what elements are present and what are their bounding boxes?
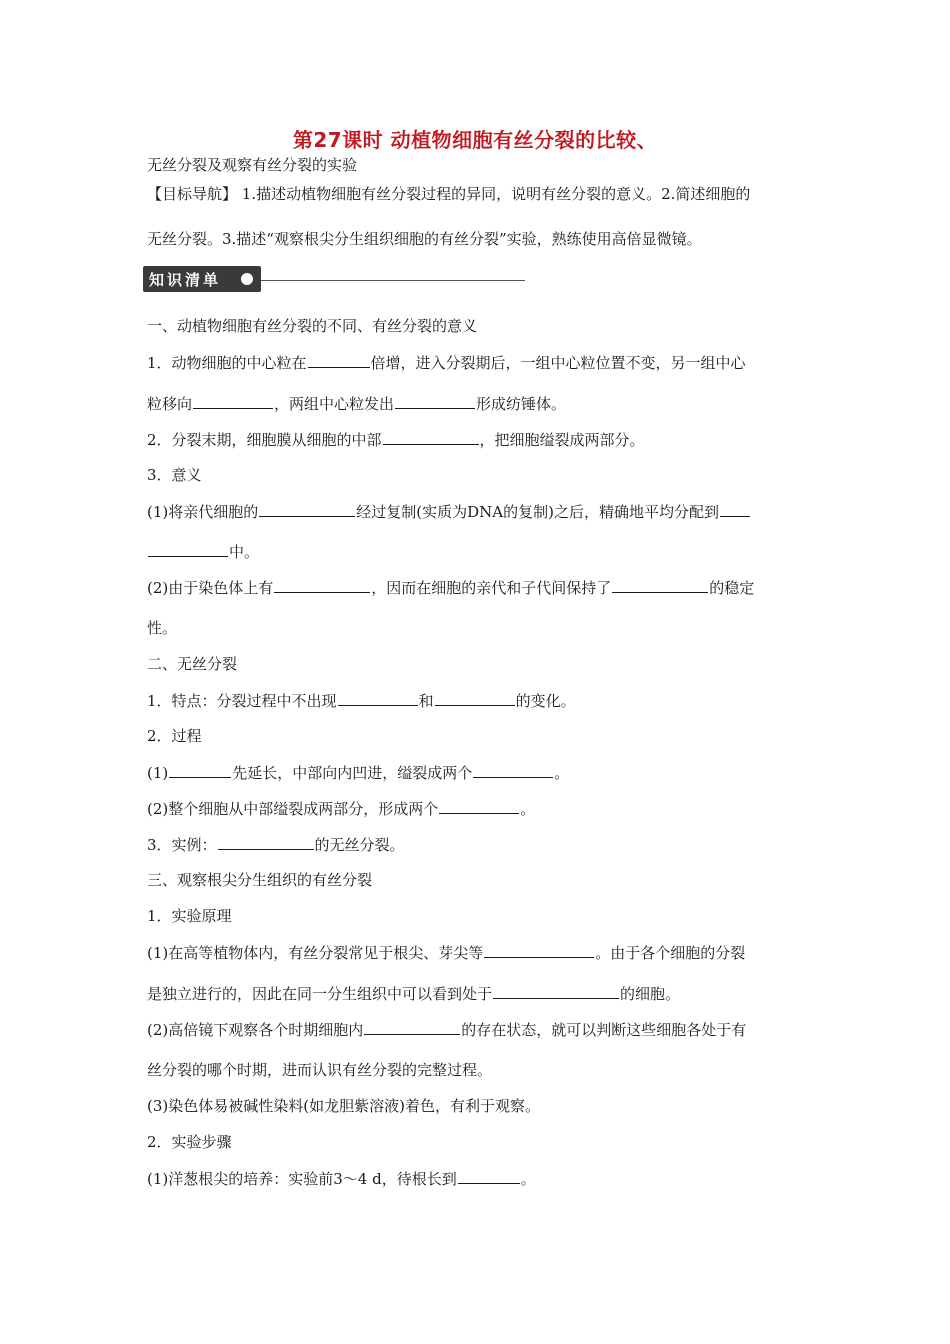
banner-label: 知识清单 <box>149 271 222 289</box>
answer-blank[interactable] <box>612 577 708 593</box>
answer-blank[interactable] <box>193 393 273 409</box>
answer-blank[interactable] <box>720 501 750 517</box>
text: 倍增，进入分裂期后，一组中心粒位置不变，另一组中心 <box>370 354 746 372</box>
section-heading-2: 二、无丝分裂 <box>147 655 238 673</box>
text: 先延长，中部向内凹进，缢裂成两个 <box>232 764 473 782</box>
answer-blank[interactable] <box>473 762 553 778</box>
item-1-3-2-cont: 性。 <box>147 619 178 637</box>
text: (2)整个细胞从中部缢裂成两部分，形成两个 <box>147 800 439 818</box>
answer-blank[interactable] <box>148 541 228 557</box>
section-banner <box>143 266 525 292</box>
goal-line-2: 无丝分裂。3.描述“观察根尖分生组织细胞的有丝分裂”实验，熟练使用高倍显微镜。 <box>147 230 702 248</box>
text: 粒移向 <box>147 395 193 413</box>
section-heading-3: 三、观察根尖分生组织的有丝分裂 <box>147 871 373 889</box>
answer-blank[interactable] <box>383 429 479 445</box>
item-3-1-3: (3)染色体易被碱性染料(如龙胆紫溶液)着色，有利于观察。 <box>147 1097 540 1115</box>
answer-blank[interactable] <box>484 942 594 958</box>
text: 中。 <box>229 543 260 561</box>
answer-blank[interactable] <box>338 690 418 706</box>
text: 3．实例： <box>147 836 217 854</box>
text: 的稳定 <box>709 579 755 597</box>
item-3-1-1-cont <box>147 983 680 1004</box>
goal-text-1: 1.描述动植物细胞有丝分裂过程的异同，说明有丝分裂的意义。2.简述细胞的 <box>237 185 751 203</box>
text: (1) <box>147 764 169 782</box>
text: 经过复制(实质为DNA的复制)之后，精确地平均分配到 <box>356 503 719 521</box>
text: 和 <box>418 692 434 710</box>
text: 2．分裂末期，细胞膜从细胞的中部 <box>147 431 382 449</box>
answer-blank[interactable] <box>218 834 314 850</box>
bullet-dot-icon <box>241 273 253 285</box>
answer-blank[interactable] <box>308 352 370 368</box>
text: 的无丝分裂。 <box>314 836 405 854</box>
text: 1．动物细胞的中心粒在 <box>147 354 307 372</box>
text: (1)洋葱根尖的培养：实验前3～4 d，待根长到 <box>147 1170 457 1188</box>
text: 。 <box>520 1170 536 1188</box>
text: 。由于各个细胞的分裂 <box>595 944 746 962</box>
goal-line-1 <box>147 184 750 204</box>
item-3-1-1 <box>147 942 745 963</box>
answer-blank[interactable] <box>439 798 519 814</box>
item-1-3: 3．意义 <box>147 466 202 484</box>
text: 是独立进行的，因此在同一分生组织中可以看到处于 <box>147 985 493 1003</box>
text: (1)在高等植物体内，有丝分裂常见于根尖、芽尖等 <box>147 944 484 962</box>
answer-blank[interactable] <box>493 983 619 999</box>
answer-blank[interactable] <box>259 501 355 517</box>
text: 1．特点：分裂过程中不出现 <box>147 692 337 710</box>
answer-blank[interactable] <box>169 762 231 778</box>
answer-blank[interactable] <box>435 690 515 706</box>
answer-blank[interactable] <box>364 1019 460 1035</box>
item-3-2-1 <box>147 1168 536 1189</box>
section-heading-1: 一、动植物细胞有丝分裂的不同、有丝分裂的意义 <box>147 317 478 335</box>
text: 。 <box>520 800 536 818</box>
text: (2)高倍镜下观察各个时期细胞内 <box>147 1021 364 1039</box>
text: 的存在状态，就可以判断这些细胞各处于有 <box>461 1021 747 1039</box>
item-1-3-1-cont <box>147 541 259 562</box>
item-1-3-1 <box>147 501 751 522</box>
text: 的细胞。 <box>620 985 681 1003</box>
item-2-2-2 <box>147 798 535 819</box>
item-3-1: 1．实验原理 <box>147 907 232 925</box>
answer-blank[interactable] <box>274 577 370 593</box>
item-3-1-2-cont: 丝分裂的哪个时期，进而认识有丝分裂的完整过程。 <box>147 1061 493 1079</box>
item-3-2: 2．实验步骤 <box>147 1133 232 1151</box>
item-1-1 <box>147 352 746 373</box>
text: 的变化。 <box>515 692 576 710</box>
item-2-3 <box>147 834 405 855</box>
banner-divider <box>261 280 525 281</box>
goal-tag: 【目标导航】 <box>147 185 238 203</box>
item-3-1-2 <box>147 1019 746 1040</box>
text: 。 <box>554 764 570 782</box>
page-subtitle: 无丝分裂及观察有丝分裂的实验 <box>147 156 358 174</box>
item-2-2: 2．过程 <box>147 727 202 745</box>
text: 形成纺锤体。 <box>476 395 567 413</box>
text: (2)由于染色体上有 <box>147 579 274 597</box>
answer-blank[interactable] <box>395 393 475 409</box>
text: ，两组中心粒发出 <box>274 395 395 413</box>
text: ，因而在细胞的亲代和子代间保持了 <box>371 579 612 597</box>
item-2-1 <box>147 690 576 711</box>
item-1-3-2 <box>147 577 754 598</box>
text: ，把细胞缢裂成两部分。 <box>479 431 645 449</box>
item-1-2 <box>147 429 645 450</box>
item-2-2-1 <box>147 762 569 783</box>
item-1-1-cont <box>147 393 566 414</box>
page-title: 第27课时 动植物细胞有丝分裂的比较、 <box>292 128 658 152</box>
text: (1)将亲代细胞的 <box>147 503 259 521</box>
answer-blank[interactable] <box>458 1168 520 1184</box>
